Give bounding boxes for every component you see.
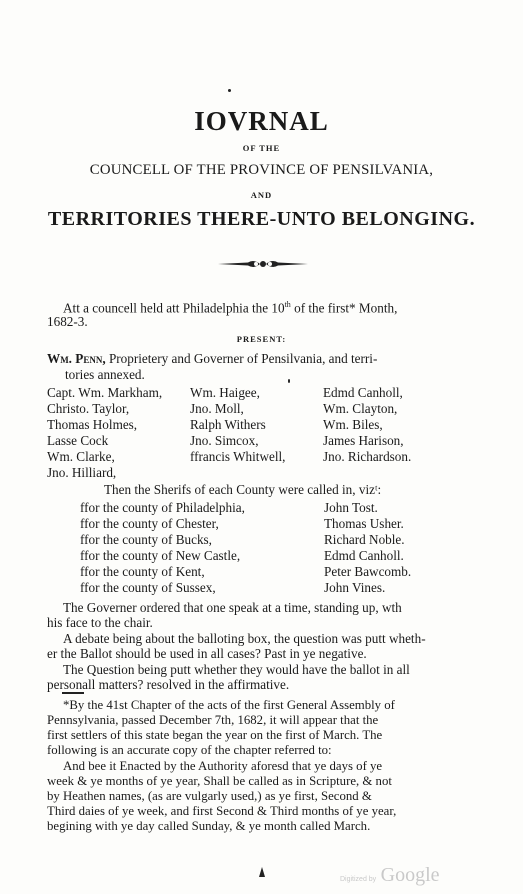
- footnote-line: Pennsylvania, passed December 7th, 1682, it will appear that the: [47, 713, 379, 727]
- ink-speck: [288, 379, 290, 383]
- county-name: ffor the county of New Castle,: [80, 548, 241, 563]
- google-watermark: [340, 864, 440, 887]
- member-col1: Wm. Clarke,: [47, 449, 115, 464]
- sherif-name: Peter Bawcomb.: [324, 564, 412, 579]
- penn-line-1: [47, 351, 377, 366]
- body-line: his face to the chair.: [47, 615, 153, 630]
- member-col3: Wm. Biles,: [323, 417, 383, 432]
- footnote-line: week & ye months of ye year, Shall be called as in Scripture, & not: [47, 774, 392, 788]
- member-col1: Christo. Taylor,: [47, 401, 130, 416]
- title-of-the: OF THE: [242, 143, 281, 153]
- opening-line-2: 1682-3.: [47, 314, 88, 329]
- page-signature-mark: [258, 866, 266, 878]
- member-col1: Thomas Holmes,: [47, 417, 138, 432]
- title-territories: TERRITORIES THERE-UNTO BELONGING.: [47, 208, 476, 230]
- body-line: The Governer ordered that one speak at a time, standing up, wth: [63, 600, 402, 615]
- google-logo: Google: [380, 864, 440, 886]
- sherifs-intro: Then the Sherifs of each County were called in, vizᵗ:: [104, 482, 382, 497]
- county-name: ffor the county of Sussex,: [80, 580, 216, 595]
- member-col1: Jno. Hilliard,: [47, 465, 117, 480]
- sherif-name: John Tost.: [324, 500, 378, 515]
- body-line: A debate being about the balloting box, the question was putt wheth-: [63, 631, 426, 646]
- member-col3: James Harison,: [323, 433, 404, 448]
- sherif-name: Thomas Usher.: [324, 516, 404, 531]
- footnote-rule: [62, 692, 84, 694]
- footnote-line: And bee it Enacted by the Authority aforesd that ye days of ye: [63, 759, 383, 773]
- sherif-name: John Vines.: [324, 580, 386, 595]
- title-council: COUNCELL OF THE PROVINCE OF PENSILVANIA,: [89, 162, 434, 178]
- footnote-line: begining with ye day called Sunday, & ye month called March.: [47, 819, 371, 833]
- page-title: IOVRNAL: [194, 106, 329, 136]
- title-and: AND: [250, 190, 273, 200]
- member-col2: ffrancis Whitwell,: [190, 449, 286, 464]
- ink-speck: [228, 89, 231, 92]
- body-line: The Question being putt whether they would have the ballot in all: [63, 662, 410, 677]
- ornament-divider: [218, 258, 308, 270]
- footnote-line: first settlers of this state began the year on the first of March. The: [47, 728, 383, 742]
- footnote-line: following is an accurate copy of the chapter referred to:: [47, 743, 332, 757]
- body-line: er the Ballot should be used in all cases? Past in ye negative.: [47, 646, 367, 661]
- footnote-line: Third daies of ye week, and first Second & Third months of ye year,: [47, 804, 397, 818]
- body-line: personall matters? resolved in the affirmative.: [47, 677, 290, 692]
- penn-line-2: tories annexed.: [65, 367, 145, 382]
- county-name: ffor the county of Chester,: [80, 516, 219, 531]
- opening-line-1: Att a councell held att Philadelphia the 10th of the first* Month,: [63, 300, 398, 316]
- county-name: ffor the county of Kent,: [80, 564, 205, 579]
- footnote-line: *By the 41st Chapter of the acts of the first General Assembly of: [63, 698, 395, 712]
- member-col3: Edmd Canholl,: [323, 385, 403, 400]
- county-name: ffor the county of Bucks,: [80, 532, 212, 547]
- sherif-name: Richard Noble.: [324, 532, 405, 547]
- member-col2: Wm. Haigee,: [190, 385, 260, 400]
- digitized-by-label: Digitized by: [340, 876, 377, 883]
- present-heading: PRESENT:: [236, 334, 287, 344]
- member-col1: Lasse Cock: [47, 433, 109, 448]
- member-col2: Ralph Withers: [190, 417, 266, 432]
- footnote-line: by Heathen names, (as are vulgarly used,) as ye first, Second &: [47, 789, 372, 803]
- county-name: ffor the county of Philadelphia,: [80, 500, 245, 515]
- penn-text: Proprietery and Governer of Pensilvania, and terri-: [105, 351, 378, 366]
- sherif-name: Edmd Canholl.: [324, 548, 404, 563]
- member-col1: Capt. Wm. Markham,: [47, 385, 163, 400]
- member-col2: Jno. Simcox,: [190, 433, 259, 448]
- member-col2: Jno. Moll,: [190, 401, 244, 416]
- penn-name: Wm. Penn,: [47, 351, 106, 366]
- member-col3: Wm. Clayton,: [323, 401, 398, 416]
- member-col3: Jno. Richardson.: [323, 449, 412, 464]
